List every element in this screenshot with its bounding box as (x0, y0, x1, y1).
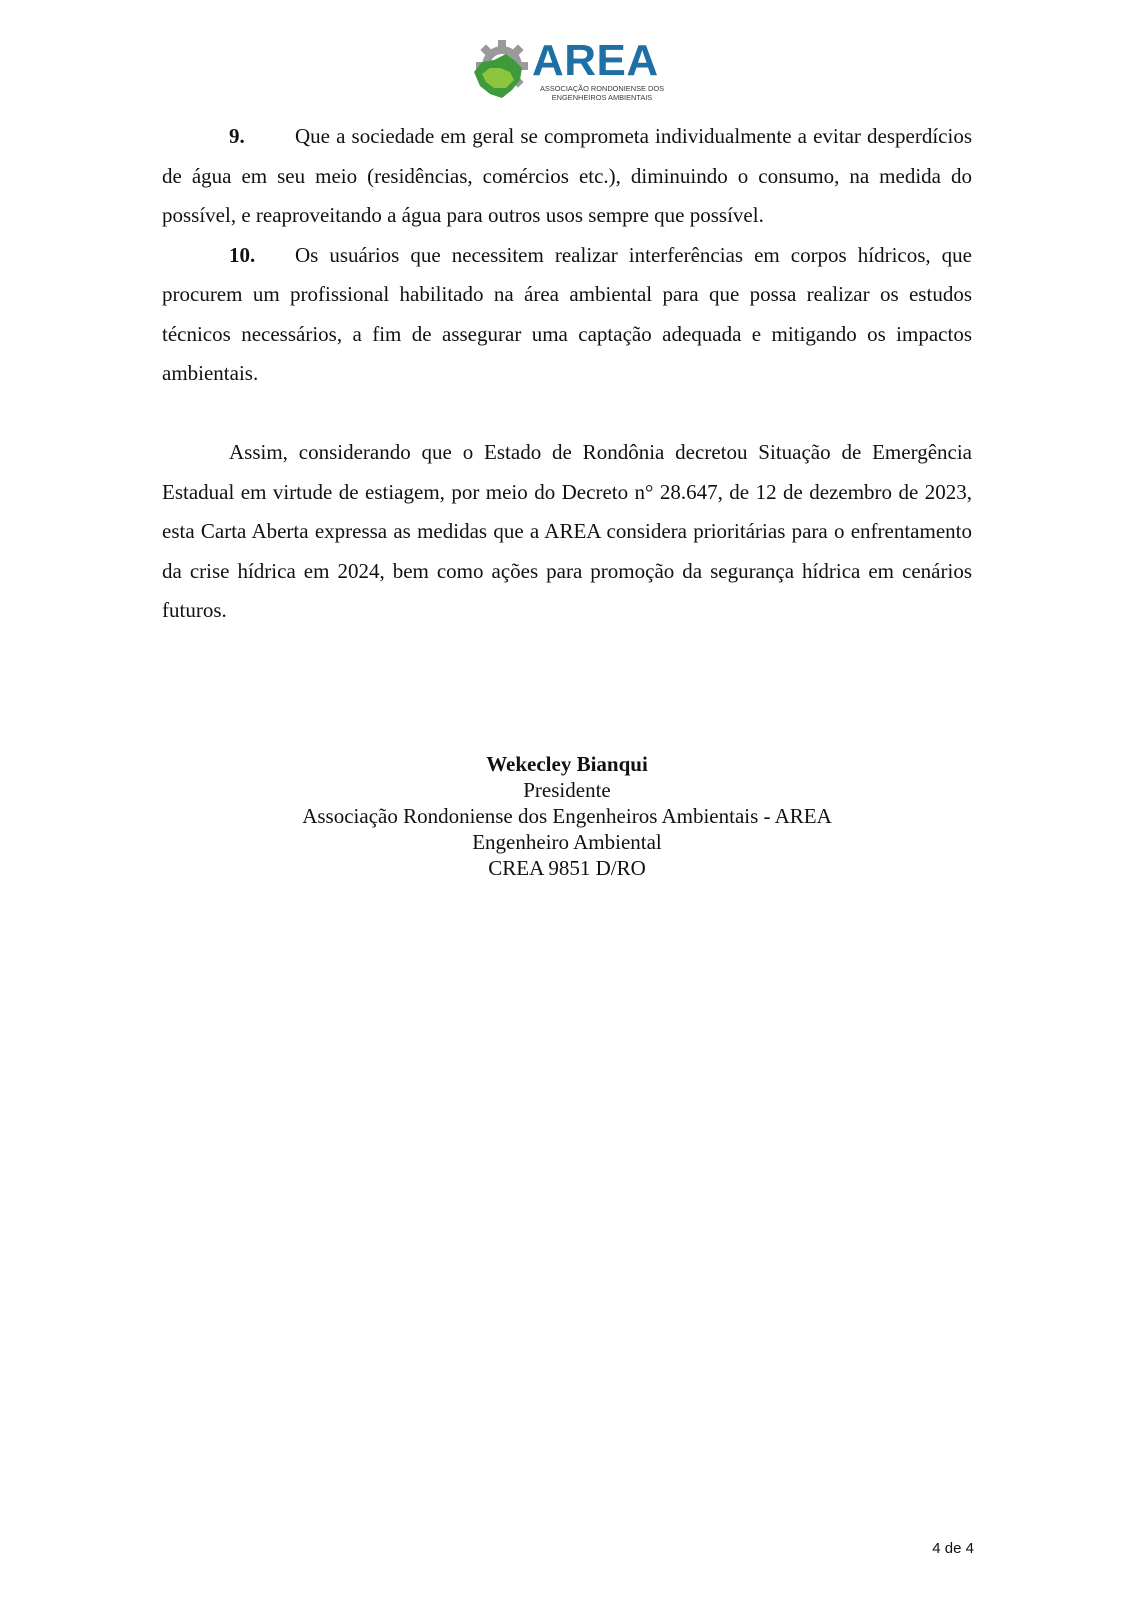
logo-subtitle-line1: ASSOCIAÇÃO RONDONIENSE DOS (539, 84, 665, 93)
item-text: Que a sociedade em geral se comprometa individualmente a evitar desperdícios de água em seu meio (residências, comércios etc.), diminuindo o consumo, na medida do possível, e reaproveitando a água para outros usos sempre que possível. (162, 124, 972, 227)
logo-subtitle (532, 84, 672, 102)
list-item (162, 236, 972, 394)
signatory-name: Wekecley Bianqui (486, 752, 648, 776)
signatory-title: Engenheiro Ambiental (472, 830, 662, 854)
numbered-list (162, 117, 972, 394)
closing-paragraph: Assim, considerando que o Estado de Rondônia decretou Situação de Emergência Estadual em virtude de estiagem, por meio do Decreto n° 28.647, de 12 de dezembro de 2023, esta Carta Aberta expressa as medidas que a AREA considera prioritárias para o enfrentamento da crise hídrica em 2024, bem como ações para promoção da segurança hídrica em cenários futuros. (162, 440, 972, 622)
item-text: Os usuários que necessitem realizar interferências em corpos hídricos, que procurem um profissional habilitado na área ambiental para que possa realizar os estudos técnicos necessários, a fim de assegurar uma captação adequada e mitigando os impactos ambientais. (162, 242, 972, 385)
item-number: 10. (229, 242, 256, 267)
signature-block (162, 751, 972, 881)
signatory-registration: CREA 9851 D/RO (488, 856, 646, 880)
signatory-role: Presidente (523, 778, 611, 802)
page-number: 4 de 4 (932, 1540, 974, 1557)
signatory-organization: Associação Rondoniense dos Engenheiros Ambientais - AREA (302, 804, 832, 828)
logo-subtitle-line2: ENGENHEIROS AMBIENTAIS (551, 93, 653, 102)
list-item (162, 117, 972, 236)
logo-wordmark: AREA (532, 36, 659, 85)
area-logo (468, 36, 668, 106)
item-number: 9. (229, 124, 245, 148)
gear-map-icon (468, 38, 530, 104)
